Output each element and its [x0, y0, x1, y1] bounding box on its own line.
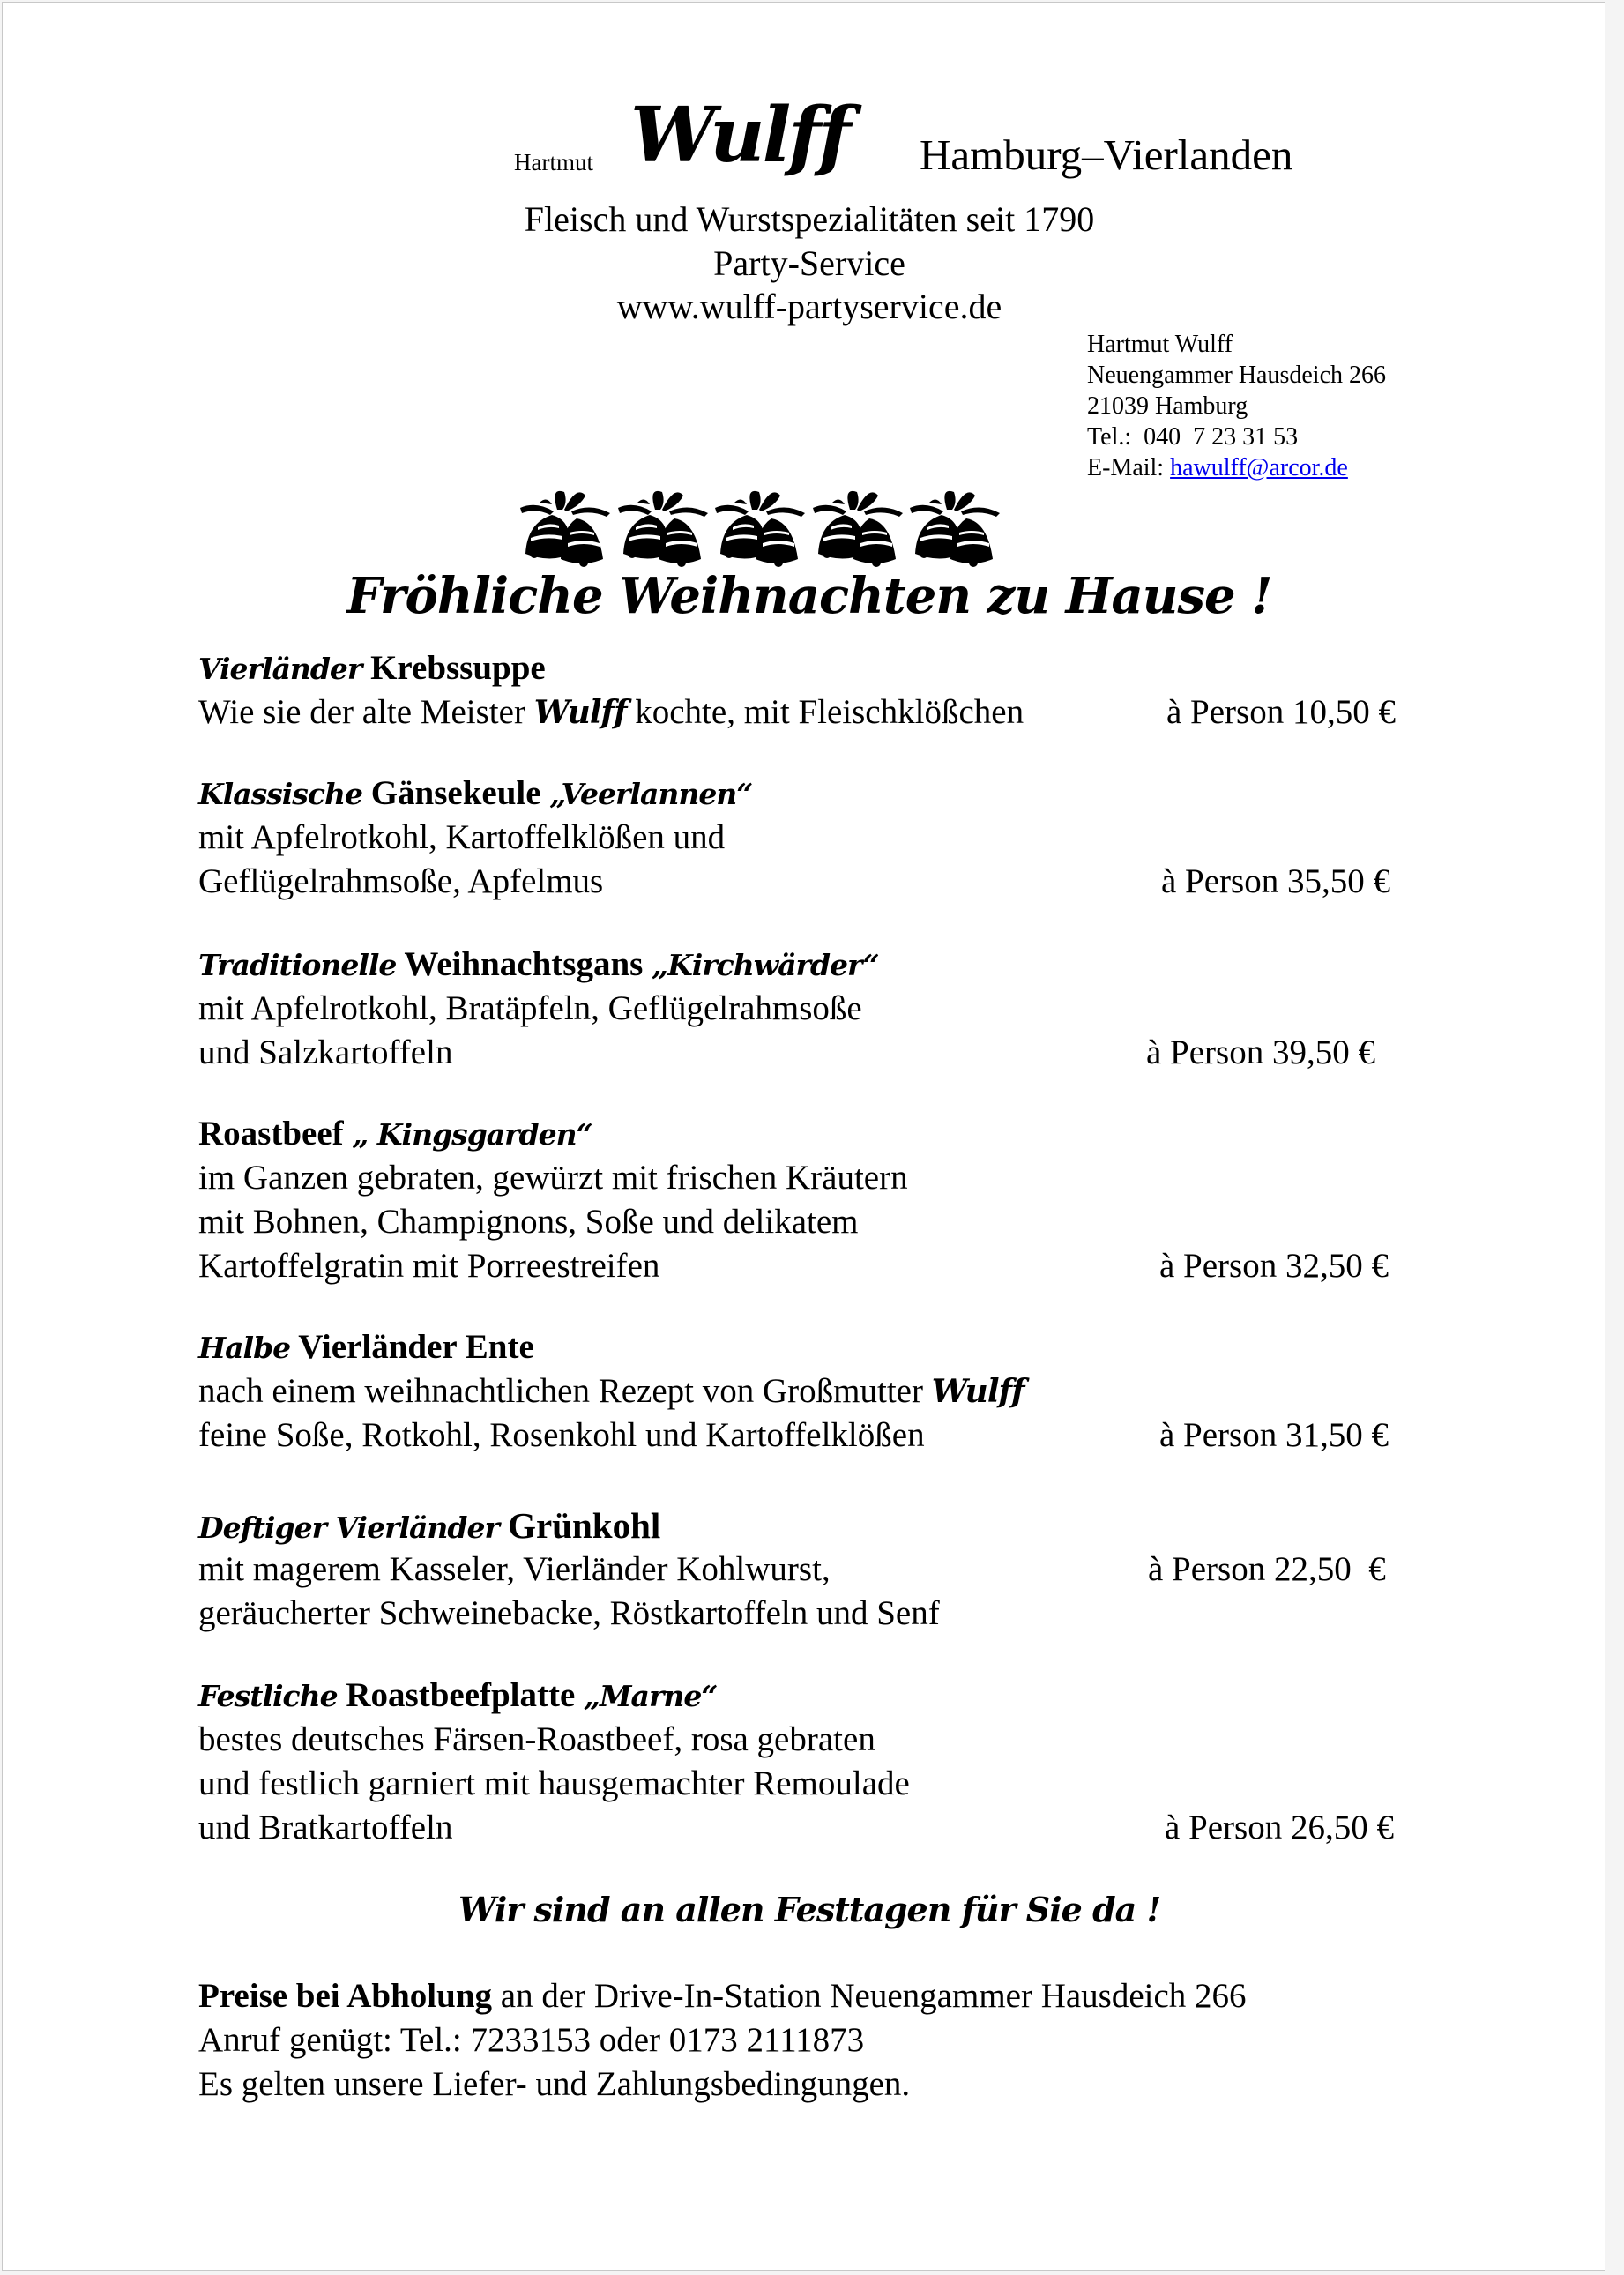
- header-tagline: Fleisch und Wurstspezialitäten seit 1790: [524, 199, 1095, 239]
- menu-item-description: mit Apfelrotkohl, Bratäpfeln, Geflügelrahmsoße: [198, 989, 862, 1027]
- menu-item-heading: [198, 646, 1433, 690]
- description-text: Wie sie der alte Meister: [198, 693, 534, 731]
- menu-item-description: [198, 860, 1433, 904]
- pickup-info: [198, 1976, 1247, 2016]
- address-street: Neuengammer Hausdeich 266: [1087, 362, 1386, 389]
- menu-item-name: Roastbeefplatte: [337, 1676, 585, 1714]
- description-text: nach einem weihnachtlichen Rezept von Großmutter: [198, 1372, 932, 1410]
- address-block: [1087, 329, 1386, 483]
- menu-item-description: im Ganzen gebraten, gewürzt mit frischen Kräutern: [198, 1159, 908, 1197]
- christmas-bells-icon: [908, 483, 1002, 568]
- menu-item-description: [198, 1413, 1433, 1458]
- call-info: Anruf genügt: Tel.: 7233153 oder 0173 2111873: [198, 2021, 865, 2059]
- menu-item: [198, 943, 1433, 1075]
- footer-slogan: Wir sind an allen Festtagen für Sie da !: [458, 1890, 1161, 1929]
- header-website[interactable]: www.wulff-partyservice.de: [616, 287, 1002, 326]
- header-first-name: Hartmut: [514, 149, 593, 175]
- header-location: Hamburg–Vierlanden: [920, 131, 1293, 179]
- menu-item-description: und festlich garniert mit hausgemachter Remoulade: [198, 1764, 910, 1802]
- description-text: mit magerem Kasseler, Vierländer Kohlwurst,: [198, 1550, 831, 1588]
- brand-name-inline: Wulff: [533, 694, 627, 731]
- menu-item-prefix: Traditionelle: [198, 948, 397, 982]
- menu-item-price: à Person 10,50 €: [1166, 693, 1396, 731]
- menu-item-prefix: Klassische: [198, 777, 362, 811]
- menu-item: [198, 772, 1433, 904]
- menu-item: [198, 1112, 1433, 1288]
- pickup-rest: an der Drive-In-Station Neuengammer Hausdeich 266: [492, 1977, 1247, 2015]
- menu-item-price: à Person 22,50 €: [1148, 1550, 1386, 1588]
- menu-item-nickname: „Veerlannen“: [549, 777, 753, 811]
- christmas-bells-icon: [713, 483, 807, 568]
- menu-item-prefix: Halbe: [198, 1331, 291, 1365]
- brand-logo-wulff: Wulff: [630, 91, 849, 180]
- description-text: und Bratkartoffeln: [198, 1809, 453, 1846]
- menu-item-prefix: Vierländer: [198, 652, 362, 686]
- menu-item-description: mit Apfelrotkohl, Kartoffelklößen und: [198, 818, 726, 856]
- terms-info: Es gelten unsere Liefer- und Zahlungsbedingungen.: [198, 2065, 911, 2103]
- menu-item: [198, 1503, 1433, 1636]
- menu-item-price: à Person 31,50 €: [1159, 1416, 1389, 1454]
- brand-name-inline: Wulff: [931, 1373, 1024, 1410]
- menu-item: [198, 1325, 1433, 1458]
- menu-item-nickname: „Marne“: [584, 1679, 718, 1713]
- menu-item-description: [198, 1369, 1433, 1413]
- description-text: feine Soße, Rotkohl, Rosenkohl und Kartoffelklößen: [198, 1416, 925, 1454]
- christmas-bells-icon: [811, 483, 905, 568]
- menu-item-price: à Person 32,50 €: [1159, 1247, 1389, 1285]
- pickup-bold: Preise bei Abholung: [198, 1977, 493, 2015]
- document-page: [2, 2, 1605, 2271]
- menu-item-name: Weihnachtsgans: [396, 945, 652, 983]
- menu-item-prefix: Deftiger Vierländer: [198, 1510, 499, 1545]
- page-title: Fröhliche Weihnachten zu Hause !: [346, 567, 1272, 625]
- menu-item-description: bestes deutsches Färsen-Roastbeef, rosa gebraten: [198, 1720, 875, 1758]
- menu-item-price: à Person 26,50 €: [1165, 1809, 1394, 1846]
- menu-item-description: [198, 1031, 1433, 1075]
- menu-item-heading: [198, 1112, 1433, 1156]
- address-name: Hartmut Wulff: [1087, 331, 1233, 358]
- menu-item-price: à Person 35,50 €: [1161, 862, 1390, 900]
- menu-item-heading: [198, 1325, 1433, 1369]
- bells-decoration: [518, 483, 1002, 568]
- christmas-bells-icon: [518, 483, 612, 568]
- menu-item-nickname: „ Kingsgarden“: [352, 1117, 592, 1152]
- description-text: und Salzkartoffeln: [198, 1033, 453, 1071]
- address-email-row: [1087, 452, 1386, 483]
- email-label: E-Mail:: [1087, 454, 1171, 481]
- description-text: Geflügelrahmsoße, Apfelmus: [198, 862, 604, 900]
- description-text: Kartoffelgratin mit Porreestreifen: [198, 1247, 660, 1285]
- menu-item-description: [198, 690, 1433, 735]
- menu-item: [198, 646, 1433, 735]
- menu-item-heading: [198, 943, 1433, 987]
- menu-item-name: Vierländer Ente: [290, 1328, 534, 1366]
- menu-item-prefix: Festliche: [198, 1679, 338, 1713]
- address-phone: Tel.: 040 7 23 31 53: [1087, 423, 1299, 451]
- address-city: 21039 Hamburg: [1087, 392, 1248, 420]
- menu-item-description: [198, 1548, 1433, 1592]
- description-text: kochte, mit Fleischklößchen: [626, 693, 1024, 731]
- menu-item-name: Krebssuppe: [361, 649, 546, 687]
- menu-item-description: mit Bohnen, Champignons, Soße und delikatem: [198, 1203, 859, 1241]
- menu-item-nickname: „Kirchwärder“: [652, 948, 879, 982]
- menu-item-description: geräucherter Schweinebacke, Röstkartoffeln und Senf: [198, 1594, 940, 1632]
- menu-item-price: à Person 39,50 €: [1146, 1033, 1375, 1071]
- header-service: Party-Service: [713, 243, 905, 283]
- menu-item-name: Roastbeef: [198, 1115, 353, 1152]
- menu-item-heading: [198, 772, 1433, 816]
- email-link[interactable]: hawulff@arcor.de: [1170, 454, 1348, 481]
- menu-item-heading: [198, 1674, 1433, 1718]
- menu-item-description: [198, 1244, 1433, 1288]
- menu-item-description: [198, 1806, 1433, 1850]
- christmas-bells-icon: [616, 483, 710, 568]
- menu-item: [198, 1674, 1433, 1850]
- menu-item-heading: [198, 1503, 1433, 1548]
- menu-item-name: Gänsekeule: [361, 774, 550, 812]
- menu-item-name: Grünkohl: [498, 1505, 661, 1546]
